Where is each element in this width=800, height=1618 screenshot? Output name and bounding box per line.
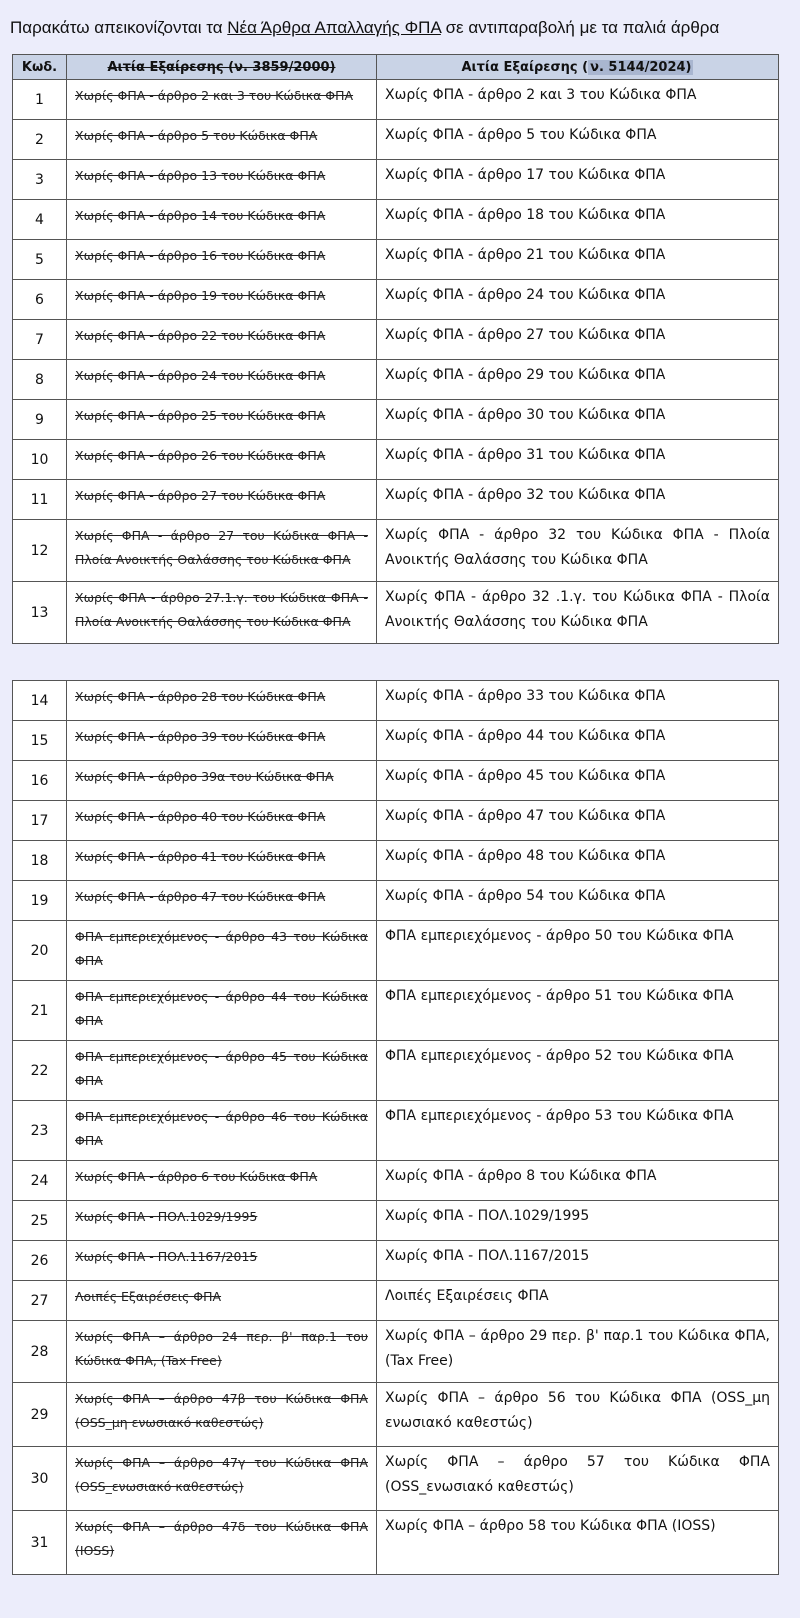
new-reason-cell: Χωρίς ΦΠΑ - άρθρο 8 του Κώδικα ΦΠΑ xyxy=(377,1161,779,1201)
code-cell: 3 xyxy=(13,160,67,200)
old-reason-cell: Χωρίς ΦΠΑ – άρθρο 47γ του Κώδικα ΦΠΑ (OSS_ενωσιακό καθεστώς) xyxy=(67,1447,377,1511)
code-cell: 29 xyxy=(13,1383,67,1447)
old-reason-cell: Χωρίς ΦΠΑ - άρθρο 22 του Κώδικα ΦΠΑ xyxy=(67,320,377,360)
new-reason-cell: ΦΠΑ εμπεριεχόμενος - άρθρο 51 του Κώδικα ΦΠΑ xyxy=(377,981,779,1041)
code-cell: 5 xyxy=(13,240,67,280)
new-reason-cell: Χωρίς ΦΠΑ – άρθρο 29 περ. β' παρ.1 του Κώδικα ΦΠΑ, (Tax Free) xyxy=(377,1321,779,1383)
table-row xyxy=(13,480,779,520)
header-new-law-highlight: ν. 5144/2024) xyxy=(590,59,692,75)
table-row xyxy=(13,520,779,582)
table-row xyxy=(13,841,779,881)
old-reason-cell: Χωρίς ΦΠΑ – άρθρο 47β του Κώδικα ΦΠΑ (OSS_μη ενωσιακό καθεστώς) xyxy=(67,1383,377,1447)
new-reason-cell: Χωρίς ΦΠΑ - άρθρο 31 του Κώδικα ΦΠΑ xyxy=(377,440,779,480)
table-body-part-2 xyxy=(13,681,779,1575)
old-reason-cell: Χωρίς ΦΠΑ - άρθρο 26 του Κώδικα ΦΠΑ xyxy=(67,440,377,480)
new-reason-cell: Χωρίς ΦΠΑ - άρθρο 33 του Κώδικα ΦΠΑ xyxy=(377,681,779,721)
new-reason-cell: Χωρίς ΦΠΑ - άρθρο 18 του Κώδικα ΦΠΑ xyxy=(377,200,779,240)
new-reason-cell: Χωρίς ΦΠΑ - άρθρο 48 του Κώδικα ΦΠΑ xyxy=(377,841,779,881)
new-reason-cell: Χωρίς ΦΠΑ - άρθρο 2 και 3 του Κώδικα ΦΠΑ xyxy=(377,80,779,120)
old-reason-cell: Χωρίς ΦΠΑ - άρθρο 27 του Κώδικα ΦΠΑ xyxy=(67,480,377,520)
code-cell: 12 xyxy=(13,520,67,582)
new-reason-cell: Χωρίς ΦΠΑ - άρθρο 32 .1.γ. του Κώδικα ΦΠΑ - Πλοία Ανοικτής Θαλάσσης του Κώδικα ΦΠΑ xyxy=(377,582,779,644)
table-row xyxy=(13,582,779,644)
old-reason-cell: Χωρίς ΦΠΑ - άρθρο 2 και 3 του Κώδικα ΦΠΑ xyxy=(67,80,377,120)
old-reason-cell: Χωρίς ΦΠΑ – άρθρο 24 περ. β' παρ.1 του Κώδικα ΦΠΑ, (Tax Free) xyxy=(67,1321,377,1383)
header-new-prefix: Αιτία Εξαίρεσης ( xyxy=(461,59,589,75)
table-row xyxy=(13,80,779,120)
new-reason-cell: Χωρίς ΦΠΑ - άρθρο 32 του Κώδικα ΦΠΑ xyxy=(377,480,779,520)
table-row xyxy=(13,881,779,921)
table-row xyxy=(13,761,779,801)
code-cell: 11 xyxy=(13,480,67,520)
vat-exemption-table-part-1 xyxy=(12,54,779,644)
code-cell: 24 xyxy=(13,1161,67,1201)
code-cell: 21 xyxy=(13,981,67,1041)
table-row xyxy=(13,280,779,320)
code-cell: 10 xyxy=(13,440,67,480)
old-reason-cell: ΦΠΑ εμπεριεχόμενος - άρθρο 45 του Κώδικα ΦΠΑ xyxy=(67,1041,377,1101)
old-reason-cell: Χωρίς ΦΠΑ - άρθρο 6 του Κώδικα ΦΠΑ xyxy=(67,1161,377,1201)
table-row xyxy=(13,320,779,360)
new-reason-cell: Χωρίς ΦΠΑ - άρθρο 29 του Κώδικα ΦΠΑ xyxy=(377,360,779,400)
code-cell: 2 xyxy=(13,120,67,160)
table-row xyxy=(13,1511,779,1575)
table-row xyxy=(13,1161,779,1201)
code-cell: 1 xyxy=(13,80,67,120)
table-row xyxy=(13,440,779,480)
code-cell: 4 xyxy=(13,200,67,240)
table-row xyxy=(13,1041,779,1101)
table-row xyxy=(13,200,779,240)
code-cell: 20 xyxy=(13,921,67,981)
code-cell: 18 xyxy=(13,841,67,881)
code-cell: 13 xyxy=(13,582,67,644)
new-reason-cell: Χωρίς ΦΠΑ - άρθρο 5 του Κώδικα ΦΠΑ xyxy=(377,120,779,160)
code-cell: 22 xyxy=(13,1041,67,1101)
table-row xyxy=(13,240,779,280)
old-reason-cell: Χωρίς ΦΠΑ - άρθρο 39 του Κώδικα ΦΠΑ xyxy=(67,721,377,761)
table-row xyxy=(13,1201,779,1241)
header-code: Κωδ. xyxy=(13,55,67,80)
code-cell: 23 xyxy=(13,1101,67,1161)
table-row xyxy=(13,400,779,440)
intro-link[interactable]: Νέα Άρθρα Απαλλαγής ΦΠΑ xyxy=(227,18,441,37)
code-cell: 16 xyxy=(13,761,67,801)
new-reason-cell: ΦΠΑ εμπεριεχόμενος - άρθρο 50 του Κώδικα ΦΠΑ xyxy=(377,921,779,981)
table-row xyxy=(13,160,779,200)
code-cell: 25 xyxy=(13,1201,67,1241)
new-reason-cell: ΦΠΑ εμπεριεχόμενος - άρθρο 53 του Κώδικα ΦΠΑ xyxy=(377,1101,779,1161)
new-reason-cell: Χωρίς ΦΠΑ – άρθρο 57 του Κώδικα ΦΠΑ (OSS_ενωσιακό καθεστώς) xyxy=(377,1447,779,1511)
old-reason-cell: Χωρίς ΦΠΑ - άρθρο 13 του Κώδικα ΦΠΑ xyxy=(67,160,377,200)
new-reason-cell: Χωρίς ΦΠΑ - άρθρο 27 του Κώδικα ΦΠΑ xyxy=(377,320,779,360)
old-reason-cell: Χωρίς ΦΠΑ - άρθρο 19 του Κώδικα ΦΠΑ xyxy=(67,280,377,320)
code-cell: 6 xyxy=(13,280,67,320)
old-reason-cell: Χωρίς ΦΠΑ - άρθρο 40 του Κώδικα ΦΠΑ xyxy=(67,801,377,841)
new-reason-cell: ΦΠΑ εμπεριεχόμενος - άρθρο 52 του Κώδικα ΦΠΑ xyxy=(377,1041,779,1101)
header-new-law xyxy=(377,55,779,80)
code-cell: 14 xyxy=(13,681,67,721)
old-reason-cell: Χωρίς ΦΠΑ - ΠΟΛ.1167/2015 xyxy=(67,1241,377,1281)
old-reason-cell: Χωρίς ΦΠΑ - άρθρο 24 του Κώδικα ΦΠΑ xyxy=(67,360,377,400)
table-body-part-1 xyxy=(13,80,779,644)
code-cell: 17 xyxy=(13,801,67,841)
new-reason-cell: Χωρίς ΦΠΑ - άρθρο 47 του Κώδικα ΦΠΑ xyxy=(377,801,779,841)
old-reason-cell: Χωρίς ΦΠΑ - άρθρο 16 του Κώδικα ΦΠΑ xyxy=(67,240,377,280)
old-reason-cell: Χωρίς ΦΠΑ - άρθρο 27 του Κώδικα ΦΠΑ - Πλοία Ανοικτής Θαλάσσης του Κώδικα ΦΠΑ xyxy=(67,520,377,582)
new-reason-cell: Χωρίς ΦΠΑ – άρθρο 56 του Κώδικα ΦΠΑ (OSS_μη ενωσιακό καθεστώς) xyxy=(377,1383,779,1447)
code-cell: 7 xyxy=(13,320,67,360)
new-reason-cell: Χωρίς ΦΠΑ - άρθρο 54 του Κώδικα ΦΠΑ xyxy=(377,881,779,921)
code-cell: 9 xyxy=(13,400,67,440)
old-reason-cell: Λοιπές Εξαιρέσεις ΦΠΑ xyxy=(67,1281,377,1321)
old-reason-cell: Χωρίς ΦΠΑ - άρθρο 27.1.γ. του Κώδικα ΦΠΑ - Πλοία Ανοικτής Θαλάσσης του Κώδικα ΦΠΑ xyxy=(67,582,377,644)
code-cell: 26 xyxy=(13,1241,67,1281)
intro-text xyxy=(10,18,719,38)
table-row xyxy=(13,681,779,721)
old-reason-cell: ΦΠΑ εμπεριεχόμενος - άρθρο 43 του Κώδικα ΦΠΑ xyxy=(67,921,377,981)
code-cell: 27 xyxy=(13,1281,67,1321)
old-reason-cell: Χωρίς ΦΠΑ – άρθρο 47δ του Κώδικα ΦΠΑ (IOSS) xyxy=(67,1511,377,1575)
table-row xyxy=(13,1321,779,1383)
vat-exemption-table-part-2 xyxy=(12,680,779,1575)
new-reason-cell: Χωρίς ΦΠΑ - άρθρο 44 του Κώδικα ΦΠΑ xyxy=(377,721,779,761)
table-row xyxy=(13,1241,779,1281)
code-cell: 28 xyxy=(13,1321,67,1383)
old-reason-cell: Χωρίς ΦΠΑ - ΠΟΛ.1029/1995 xyxy=(67,1201,377,1241)
new-reason-cell: Χωρίς ΦΠΑ - άρθρο 32 του Κώδικα ΦΠΑ - Πλοία Ανοικτής Θαλάσσης του Κώδικα ΦΠΑ xyxy=(377,520,779,582)
old-reason-cell: ΦΠΑ εμπεριεχόμενος - άρθρο 44 του Κώδικα ΦΠΑ xyxy=(67,981,377,1041)
new-reason-cell: Χωρίς ΦΠΑ - άρθρο 21 του Κώδικα ΦΠΑ xyxy=(377,240,779,280)
table-row xyxy=(13,1383,779,1447)
code-cell: 15 xyxy=(13,721,67,761)
new-reason-cell: Χωρίς ΦΠΑ - άρθρο 45 του Κώδικα ΦΠΑ xyxy=(377,761,779,801)
old-reason-cell: Χωρίς ΦΠΑ - άρθρο 25 του Κώδικα ΦΠΑ xyxy=(67,400,377,440)
table-row xyxy=(13,721,779,761)
table-row xyxy=(13,120,779,160)
table-row xyxy=(13,360,779,400)
code-cell: 30 xyxy=(13,1447,67,1511)
new-reason-cell: Χωρίς ΦΠΑ – άρθρο 58 του Κώδικα ΦΠΑ (IOSS) xyxy=(377,1511,779,1575)
code-cell: 31 xyxy=(13,1511,67,1575)
new-reason-cell: Χωρίς ΦΠΑ - άρθρο 24 του Κώδικα ΦΠΑ xyxy=(377,280,779,320)
old-reason-cell: ΦΠΑ εμπεριεχόμενος - άρθρο 46 του Κώδικα ΦΠΑ xyxy=(67,1101,377,1161)
new-reason-cell: Χωρίς ΦΠΑ - άρθρο 17 του Κώδικα ΦΠΑ xyxy=(377,160,779,200)
intro-after: σε αντιπαραβολή με τα παλιά άρθρα xyxy=(440,18,720,37)
table-row xyxy=(13,1447,779,1511)
new-reason-cell: Λοιπές Εξαιρέσεις ΦΠΑ xyxy=(377,1281,779,1321)
code-cell: 19 xyxy=(13,881,67,921)
old-reason-cell: Χωρίς ΦΠΑ - άρθρο 39α του Κώδικα ΦΠΑ xyxy=(67,761,377,801)
table-row xyxy=(13,1281,779,1321)
old-reason-cell: Χωρίς ΦΠΑ - άρθρο 28 του Κώδικα ΦΠΑ xyxy=(67,681,377,721)
old-reason-cell: Χωρίς ΦΠΑ - άρθρο 41 του Κώδικα ΦΠΑ xyxy=(67,841,377,881)
table-header-row xyxy=(13,55,779,80)
old-reason-cell: Χωρίς ΦΠΑ - άρθρο 14 του Κώδικα ΦΠΑ xyxy=(67,200,377,240)
old-reason-cell: Χωρίς ΦΠΑ - άρθρο 47 του Κώδικα ΦΠΑ xyxy=(67,881,377,921)
table-row xyxy=(13,801,779,841)
table-row xyxy=(13,981,779,1041)
new-reason-cell: Χωρίς ΦΠΑ - ΠΟΛ.1029/1995 xyxy=(377,1201,779,1241)
old-reason-cell: Χωρίς ΦΠΑ - άρθρο 5 του Κώδικα ΦΠΑ xyxy=(67,120,377,160)
intro-before: Παρακάτω απεικονίζονται τα xyxy=(10,18,228,37)
new-reason-cell: Χωρίς ΦΠΑ - ΠΟΛ.1167/2015 xyxy=(377,1241,779,1281)
table-row xyxy=(13,921,779,981)
new-reason-cell: Χωρίς ΦΠΑ - άρθρο 30 του Κώδικα ΦΠΑ xyxy=(377,400,779,440)
code-cell: 8 xyxy=(13,360,67,400)
header-old-law: Αιτία Εξαίρεσης (ν. 3859/2000) xyxy=(67,55,377,80)
table-row xyxy=(13,1101,779,1161)
